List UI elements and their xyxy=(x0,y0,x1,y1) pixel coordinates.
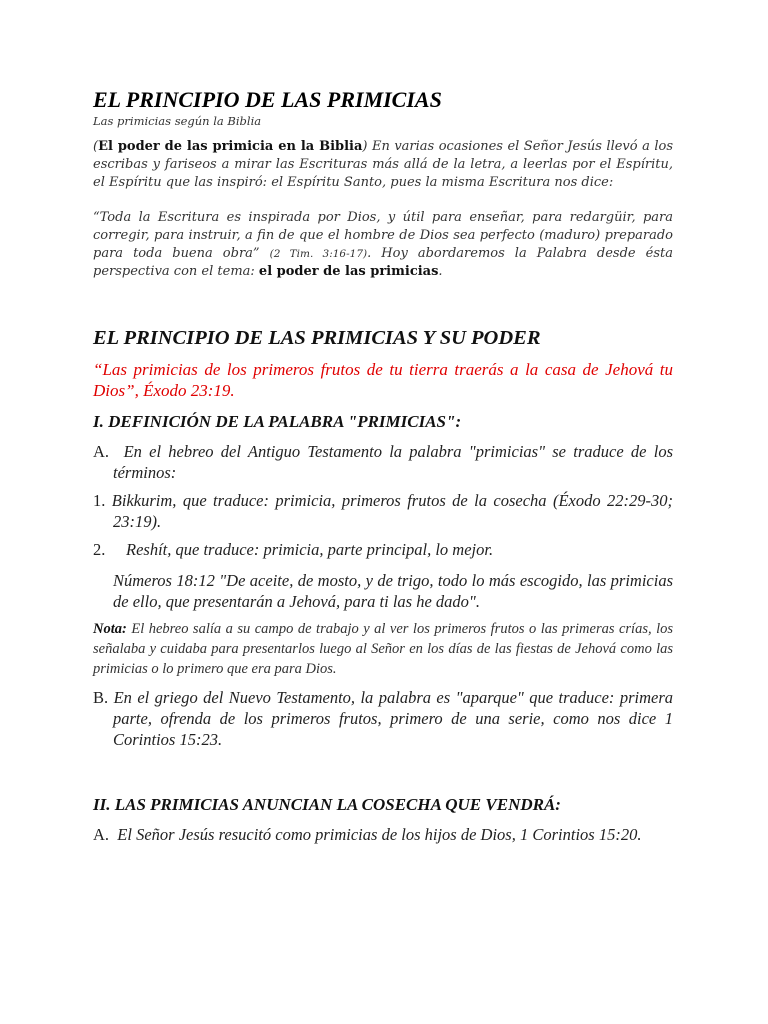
list-item-1-bikkurim xyxy=(93,490,673,532)
quote-after: . Hoy abordaremos la Palabra desde ésta perspectiva con el tema: xyxy=(93,246,673,279)
list-marker: 1. xyxy=(93,491,106,510)
section-title: EL PRINCIPIO DE LAS PRIMICIAS Y SU PODER xyxy=(93,327,541,349)
list-item-a-hebrew xyxy=(93,441,673,483)
intro-text: ) En varias ocasiones el Señor Jesús llevó a los escribas y fariseos a mirar las Escrituras más allá de la letra, a leerlas por el Espíritu, el Espíritu que las inspiró: el Espíritu Santo, pues la misma Escritura nos dice: xyxy=(93,139,673,190)
list-item-text: Bikkurim, que traduce: primicia, primeros frutos de la cosecha (Éxodo 22:29-30; 23:19). xyxy=(111,491,674,531)
list-item-b-greek xyxy=(93,687,673,750)
intro-open-paren: ( xyxy=(93,139,99,154)
intro-bold-title: El poder de las primicia en la Biblia xyxy=(98,139,363,154)
list-marker: 2. xyxy=(93,540,106,559)
key-verse: “Las primicias de los primeros frutos de tu tierra traerás a la casa de Jehová tu Dios”, Éxodo 23:19. xyxy=(93,360,673,400)
note-paragraph xyxy=(93,619,673,679)
scripture-quote-paragraph xyxy=(93,209,673,281)
heading-harvest: II. LAS PRIMICIAS ANUNCIAN LA COSECHA QUE VENDRÁ: xyxy=(93,795,561,814)
heading-definition: I. DEFINICIÓN DE LA PALABRA "PRIMICIAS": xyxy=(93,412,462,431)
quote-end: . xyxy=(438,264,443,279)
list-item-a-resurrection xyxy=(93,824,673,845)
verse-numeros: Números 18:12 "De aceite, de mosto, y de trigo, todo lo más escogido, las primicias de ello, que presentarán a Jehová, para ti las he dado". xyxy=(113,571,673,611)
quote-reference: (2 Tim. 3:16-17) xyxy=(269,248,368,260)
list-marker: A. xyxy=(93,442,110,461)
list-item-2-reshit xyxy=(93,539,673,560)
quote-text: “Toda la Escritura es inspirada por Dios, y útil para enseñar, para redargüir, para corregir, para instruir, a fin de que el hombre de Dios sea perfecto (maduro) preparado para toda buena obra” xyxy=(93,210,673,261)
list-item-text: El Señor Jesús resucitó como primicias de los hijos de Dios, 1 Corintios 15:20. xyxy=(117,825,642,844)
intro-paragraph xyxy=(93,138,673,192)
list-item-text: Reshít, que traduce: primicia, parte principal, lo mejor. xyxy=(126,540,494,559)
quote-topic: el poder de las primicias xyxy=(258,264,439,279)
list-item-text: En el griego del Nuevo Testamento, la palabra es "aparque" que traduce: primera parte, ofrenda de los primeros frutos, primero de una serie, como nos dice 1 Corintios 15:23. xyxy=(113,688,674,749)
list-marker: B. xyxy=(93,688,109,707)
document-body xyxy=(93,86,673,852)
list-marker: A. xyxy=(93,825,110,844)
note-label: Nota: xyxy=(93,621,127,637)
note-text: El hebreo salía a su campo de trabajo y al ver los primeros frutos o las primeras crías, los señalaba y cuidaba para presentarlos luego al Señor en los días de las fiestas de Jehová como las primicias o lo primero que era para Dios. xyxy=(93,621,674,677)
page-title: EL PRINCIPIO DE LAS PRIMICIAS xyxy=(93,87,442,112)
page-subtitle: Las primicias según la Biblia xyxy=(93,114,262,128)
list-item-text: En el hebreo del Antiguo Testamento la palabra "primicias" se traduce de los términos: xyxy=(113,442,674,482)
